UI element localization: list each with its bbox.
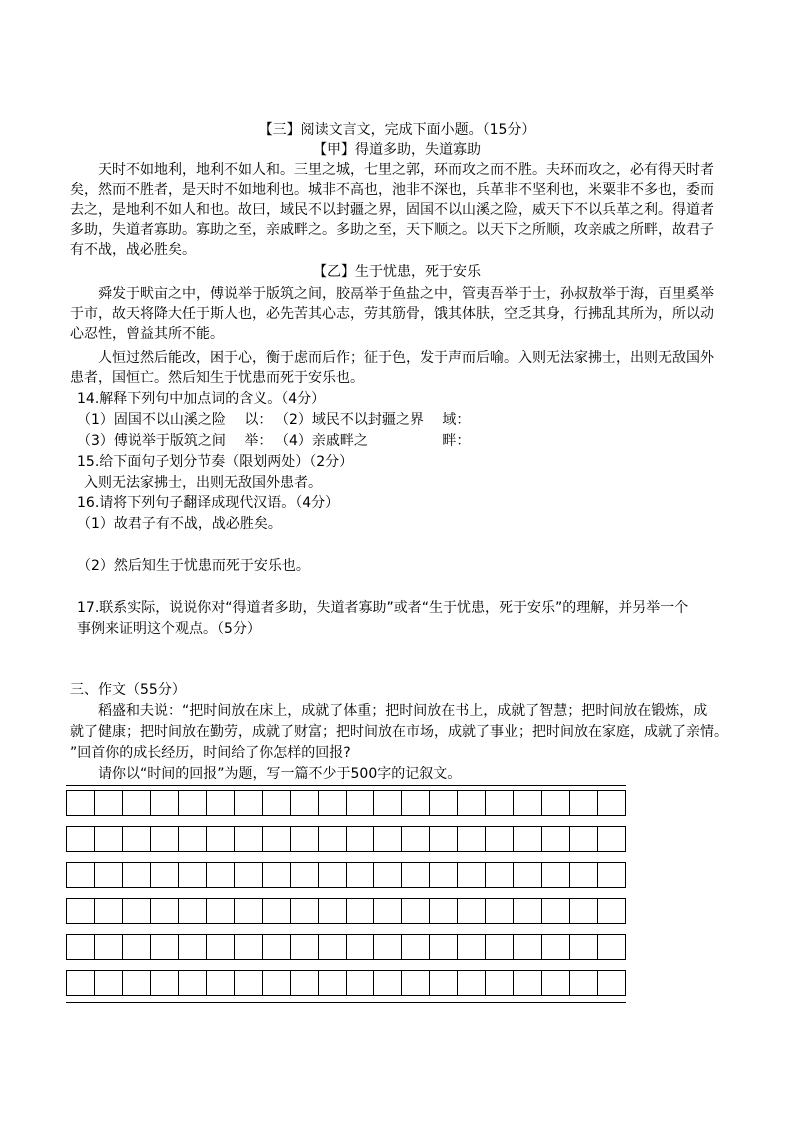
grid-cell[interactable] — [514, 935, 542, 959]
grid-row[interactable] — [66, 934, 626, 960]
grid-cell[interactable] — [542, 935, 570, 959]
grid-cell[interactable] — [319, 827, 347, 851]
writing-grid[interactable] — [66, 785, 626, 1007]
grid-cell[interactable] — [235, 899, 263, 923]
grid-cell[interactable] — [123, 899, 151, 923]
grid-cell[interactable] — [179, 791, 207, 815]
grid-cell[interactable] — [207, 791, 235, 815]
grid-cell[interactable] — [486, 899, 514, 923]
grid-cell[interactable] — [67, 899, 95, 923]
grid-cell[interactable] — [263, 899, 291, 923]
grid-cell[interactable] — [291, 827, 319, 851]
grid-cell[interactable] — [347, 791, 375, 815]
grid-cell[interactable] — [374, 899, 402, 923]
passage-yi-title: 【乙】生于忧患，死于安乐 — [313, 264, 481, 280]
grid-cell[interactable] — [458, 863, 486, 887]
grid-cell[interactable] — [67, 827, 95, 851]
grid-cell[interactable] — [430, 935, 458, 959]
grid-cell[interactable] — [514, 863, 542, 887]
q16-item1: （1）故君子有不战，战必胜矣。 — [77, 516, 282, 532]
grid-cell[interactable] — [95, 791, 123, 815]
grid-cell[interactable] — [235, 863, 263, 887]
passage-yi-line: 舜发于畎亩之中，傅说举于版筑之间，胶鬲举于鱼盐之中，管夷吾举于士，孙叔敖举于海，百里奚举 — [98, 286, 714, 302]
grid-cell[interactable] — [570, 827, 598, 851]
grid-cell[interactable] — [514, 827, 542, 851]
grid-cell[interactable] — [95, 935, 123, 959]
passage-jia-line: 多助，失道者寡助。寡助之至，亲戚畔之。多助之至，天下顺之。以天下之所顺，攻亲戚之所畔，故君子 — [70, 222, 714, 238]
grid-cell[interactable] — [123, 935, 151, 959]
grid-cell[interactable] — [514, 899, 542, 923]
grid-cell[interactable] — [235, 971, 263, 995]
grid-cell[interactable] — [598, 827, 625, 851]
grid-cell[interactable] — [570, 899, 598, 923]
composition-heading: 三、作文（55分） — [70, 682, 186, 698]
grid-row[interactable] — [66, 898, 626, 924]
composition-line: 就了健康；把时间放在勤劳，成就了财富；把时间放在市场，成就了事业；把时间放在家庭，成就了亲情。 — [70, 724, 728, 740]
grid-cell[interactable] — [542, 863, 570, 887]
grid-cell[interactable] — [598, 863, 625, 887]
grid-cell[interactable] — [151, 863, 179, 887]
grid-cell[interactable] — [598, 899, 625, 923]
grid-cell[interactable] — [291, 863, 319, 887]
grid-cell[interactable] — [458, 899, 486, 923]
grid-cell[interactable] — [458, 791, 486, 815]
grid-cell[interactable] — [402, 827, 430, 851]
q14-item3: （3）傅说举于版筑之间 举： — [77, 433, 273, 449]
grid-row[interactable] — [66, 826, 626, 852]
grid-cell[interactable] — [319, 971, 347, 995]
composition-prompt: 请你以“时间的回报”为题，写一篇不少于500字的记叙文。 — [98, 766, 462, 782]
q17-line2: 事例来证明这个观点。（5分） — [77, 621, 261, 637]
grid-row[interactable] — [66, 970, 626, 996]
passage-jia-line: 天时不如地利，地利不如人和。三里之城，七里之郭，环而攻之而不胜。夫环而攻之，必有得天时者 — [98, 162, 714, 178]
grid-cell[interactable] — [235, 791, 263, 815]
grid-cell[interactable] — [402, 935, 430, 959]
grid-cell[interactable] — [319, 935, 347, 959]
grid-cell[interactable] — [67, 791, 95, 815]
grid-cell[interactable] — [319, 791, 347, 815]
grid-row[interactable] — [66, 790, 626, 816]
q14-item2: （2）域民不以封疆之界 域： — [275, 412, 471, 428]
composition-line: 稻盛和夫说：“把时间放在床上，成就了体重；把时间放在书上，成就了智慧；把时间放在锻炼，成 — [98, 703, 708, 719]
grid-cell[interactable] — [570, 935, 598, 959]
grid-cell[interactable] — [430, 863, 458, 887]
grid-cell[interactable] — [179, 971, 207, 995]
grid-cell[interactable] — [235, 827, 263, 851]
grid-cell[interactable] — [319, 899, 347, 923]
grid-cell[interactable] — [598, 791, 625, 815]
q14-item4: （4）亲戚畔之 畔： — [275, 433, 471, 449]
passage-yi-line: 患者，国恒亡。然后知生于忧患而死于安乐也。 — [70, 370, 364, 386]
grid-cell[interactable] — [374, 827, 402, 851]
grid-cell[interactable] — [430, 791, 458, 815]
grid-cell[interactable] — [347, 935, 375, 959]
grid-cell[interactable] — [486, 791, 514, 815]
grid-cell[interactable] — [402, 791, 430, 815]
grid-cell[interactable] — [263, 791, 291, 815]
grid-cell[interactable] — [179, 899, 207, 923]
grid-cell[interactable] — [598, 935, 625, 959]
grid-bottom-line — [66, 1002, 626, 1003]
grid-cell[interactable] — [67, 971, 95, 995]
grid-cell[interactable] — [67, 935, 95, 959]
passage-jia-line: 矣，然而不胜者，是天时不如地利也。城非不高也，池非不深也，兵革非不坚利也，米粟非不多也，委而 — [70, 182, 714, 198]
grid-cell[interactable] — [402, 899, 430, 923]
grid-cell[interactable] — [514, 971, 542, 995]
section3-heading: 【三】阅读文言文，完成下面小题。（15分） — [258, 122, 536, 138]
composition-line: ”回首你的成长经历，时间给了你怎样的回报? — [70, 745, 351, 761]
grid-cell[interactable] — [374, 971, 402, 995]
grid-cell[interactable] — [570, 971, 598, 995]
grid-cell[interactable] — [458, 971, 486, 995]
grid-cell[interactable] — [486, 935, 514, 959]
grid-cell[interactable] — [263, 827, 291, 851]
grid-cell[interactable] — [291, 791, 319, 815]
grid-cell[interactable] — [263, 935, 291, 959]
grid-cell[interactable] — [347, 899, 375, 923]
passage-yi-line: 心忍性，曾益其所不能。 — [70, 326, 224, 342]
grid-cell[interactable] — [95, 863, 123, 887]
grid-cell[interactable] — [95, 827, 123, 851]
grid-cell[interactable] — [95, 899, 123, 923]
passage-jia-title: 【甲】得道多助，失道寡助 — [313, 142, 481, 158]
grid-cell[interactable] — [542, 791, 570, 815]
grid-cell[interactable] — [263, 971, 291, 995]
grid-cell[interactable] — [430, 971, 458, 995]
grid-cell[interactable] — [151, 827, 179, 851]
q17-line1: 17.联系实际，说说你对“得道者多助，失道者寡助”或者“生于忧患，死于安乐”的理解，并另举一个 — [77, 600, 689, 616]
grid-cell[interactable] — [291, 899, 319, 923]
grid-cell[interactable] — [291, 971, 319, 995]
grid-cell[interactable] — [374, 935, 402, 959]
grid-cell[interactable] — [151, 935, 179, 959]
grid-cell[interactable] — [374, 791, 402, 815]
grid-cell[interactable] — [542, 971, 570, 995]
passage-jia-line: 有不战，战必胜矣。 — [70, 242, 196, 258]
grid-cell[interactable] — [207, 935, 235, 959]
grid-cell[interactable] — [458, 827, 486, 851]
passage-yi-line: 于市，故天将降大任于斯人也，必先苦其心志，劳其筋骨，饿其体肤，空乏其身，行拂乱其所为，所以动 — [70, 306, 714, 322]
q15-sentence: 入则无法家拂士，出则无敌国外患者。 — [84, 475, 322, 491]
grid-cell[interactable] — [151, 791, 179, 815]
passage-jia-line: 去之，是地利不如人和也。故曰，域民不以封疆之界，固国不以山溪之险，威天下不以兵革之利。得道者 — [70, 202, 714, 218]
grid-cell[interactable] — [263, 863, 291, 887]
grid-cell[interactable] — [430, 827, 458, 851]
grid-cell[interactable] — [402, 971, 430, 995]
q14-stem: 14.解释下列句中加点词的含义。（4分） — [77, 391, 326, 407]
grid-cell[interactable] — [347, 971, 375, 995]
grid-cell[interactable] — [207, 863, 235, 887]
grid-cell[interactable] — [430, 899, 458, 923]
passage-yi-line: 人恒过然后能改，困于心，衡于虑而后作；征于色，发于声而后喻。入则无法家拂士，出则无敌国外 — [98, 350, 714, 366]
q14-row2 — [77, 431, 470, 451]
grid-cell[interactable] — [207, 971, 235, 995]
grid-cell[interactable] — [123, 863, 151, 887]
grid-cell[interactable] — [486, 827, 514, 851]
q14-row1 — [77, 410, 470, 430]
grid-cell[interactable] — [291, 935, 319, 959]
grid-cell[interactable] — [347, 863, 375, 887]
grid-cell[interactable] — [151, 971, 179, 995]
grid-cell[interactable] — [67, 863, 95, 887]
grid-cell[interactable] — [347, 827, 375, 851]
grid-cell[interactable] — [570, 791, 598, 815]
grid-cell[interactable] — [542, 899, 570, 923]
grid-row[interactable] — [66, 862, 626, 888]
grid-cell[interactable] — [179, 935, 207, 959]
grid-cell[interactable] — [151, 899, 179, 923]
grid-cell[interactable] — [235, 935, 263, 959]
grid-cell[interactable] — [179, 827, 207, 851]
grid-cell[interactable] — [123, 971, 151, 995]
grid-cell[interactable] — [486, 971, 514, 995]
grid-cell[interactable] — [123, 827, 151, 851]
grid-cell[interactable] — [486, 863, 514, 887]
grid-cell[interactable] — [95, 971, 123, 995]
grid-cell[interactable] — [402, 863, 430, 887]
q16-stem: 16.请将下列句子翻译成现代汉语。（4分） — [77, 495, 340, 511]
grid-cell[interactable] — [514, 791, 542, 815]
grid-cell[interactable] — [319, 863, 347, 887]
grid-cell[interactable] — [179, 863, 207, 887]
q16-item2: （2）然后知生于忧患而死于安乐也。 — [77, 558, 310, 574]
grid-cell[interactable] — [570, 863, 598, 887]
q14-item1: （1）固国不以山溪之险 以： — [77, 412, 273, 428]
grid-cell[interactable] — [542, 827, 570, 851]
grid-cell[interactable] — [374, 863, 402, 887]
q15-stem: 15.给下面句子划分节奏（限划两处）（2分） — [77, 454, 354, 470]
grid-cell[interactable] — [207, 827, 235, 851]
grid-cell[interactable] — [458, 935, 486, 959]
grid-cell[interactable] — [123, 791, 151, 815]
grid-cell[interactable] — [207, 899, 235, 923]
grid-cell[interactable] — [598, 971, 625, 995]
